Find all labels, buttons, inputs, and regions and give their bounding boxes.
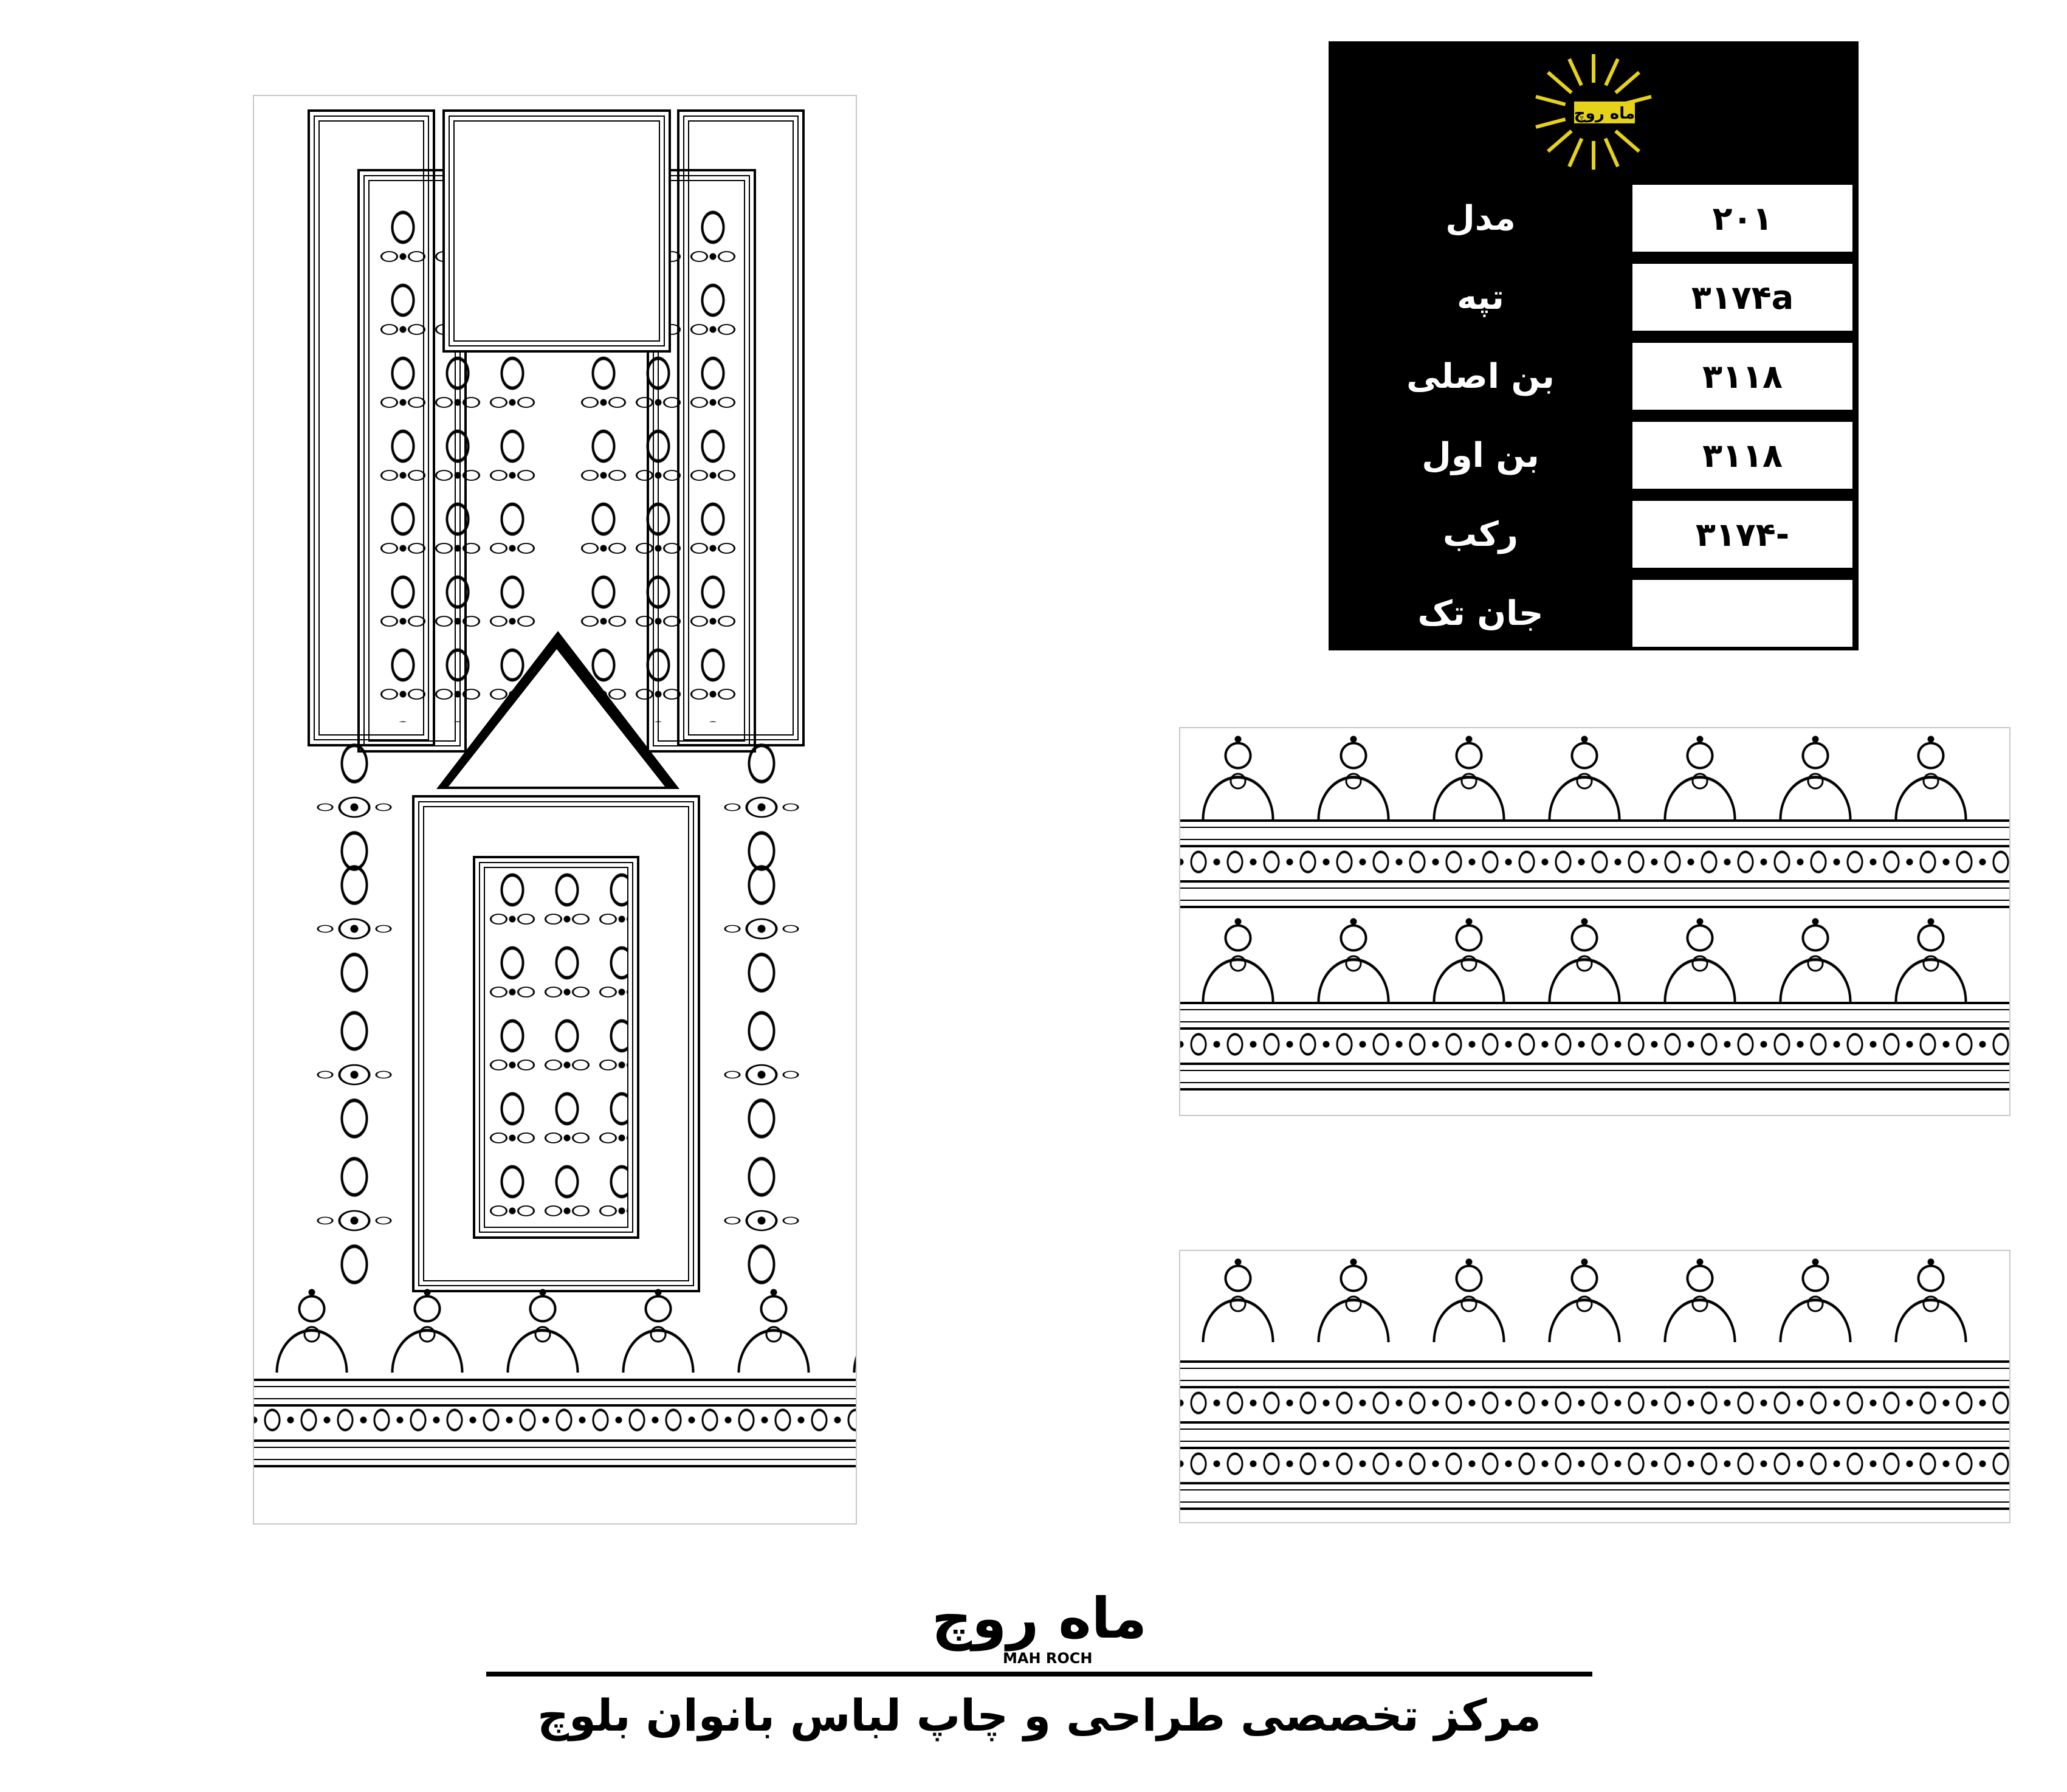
brand-logo-area <box>1331 44 1856 180</box>
side-motif-right-3 <box>716 1002 807 1148</box>
strip-scallop-1 <box>1180 728 2009 819</box>
garment-design-panel <box>253 95 857 1525</box>
footer-logo-latin: MAH ROCH <box>1003 1650 1093 1667</box>
sun-logo-icon <box>1521 48 1666 176</box>
strip-chain-3 <box>1180 1386 2009 1420</box>
side-motif-left-2 <box>309 856 400 1002</box>
strip-chain-2 <box>1180 1027 2009 1061</box>
spec-label: رکب <box>1442 514 1519 554</box>
spec-row-jantak <box>1335 576 1852 650</box>
spec-label: تپه <box>1457 277 1504 317</box>
spec-value <box>1632 580 1852 647</box>
chest-panel-fill <box>485 868 627 1227</box>
footer-tagline: مرکز تخصصی طراحی و چاپ لباس بانوان بلوچ <box>537 1690 1541 1741</box>
side-motif-left-4 <box>309 1148 400 1294</box>
spec-value: ۳۱۷۴a <box>1632 264 1852 331</box>
side-motif-left-3 <box>309 1002 400 1148</box>
spec-label: بن اصلی <box>1406 356 1555 396</box>
strip-line-band-1 <box>1180 819 2009 847</box>
svg-text:ماه روچ: ماه روچ <box>1573 105 1635 123</box>
strip-line-band-2 <box>1180 880 2009 908</box>
strip-line-band-3 <box>1180 1002 2009 1030</box>
strip-scallop-2 <box>1180 911 2009 1002</box>
strip-chain-4 <box>1180 1447 2009 1481</box>
hem-scallop-border <box>254 1281 856 1373</box>
side-motif-right-2 <box>716 856 807 1002</box>
border-strip-panel-1 <box>1179 727 2010 1116</box>
border-strip-panel-2 <box>1179 1250 2010 1523</box>
hem-chain-border <box>254 1403 856 1437</box>
footer-logo-text: ماه روچ <box>931 1586 1147 1651</box>
spec-row-sleeve <box>1335 497 1852 571</box>
spec-value: ۳۱۷۴- <box>1632 501 1852 568</box>
spec-row-first-hem <box>1335 418 1852 492</box>
spec-label: مدل <box>1445 198 1516 238</box>
spec-label: جان تک <box>1417 593 1544 633</box>
spec-value: ۳۱۱۸ <box>1632 343 1852 410</box>
chest-triangle-inner <box>449 649 665 787</box>
strip-chain-1 <box>1180 845 2009 879</box>
spec-value: ۳۱۱۸ <box>1632 422 1852 489</box>
strip-line-band-5 <box>1180 1360 2009 1388</box>
footer-brand-logo <box>918 1585 1161 1670</box>
strip-line-band-4 <box>1180 1063 2009 1091</box>
spec-row-model <box>1335 181 1852 255</box>
strip-scallop-3 <box>1180 1251 2009 1342</box>
spec-row-tape <box>1335 260 1852 334</box>
spec-label: بن اول <box>1422 435 1539 475</box>
side-motif-right-4 <box>716 1148 807 1294</box>
strip-line-band-7 <box>1180 1482 2009 1510</box>
strip-line-band-6 <box>1180 1421 2009 1449</box>
spec-row-main-hem <box>1335 339 1852 413</box>
spec-table <box>1329 41 1859 650</box>
neck-cutout <box>442 109 671 353</box>
footer-divider <box>486 1672 1592 1677</box>
hem-line-band-2 <box>254 1439 856 1467</box>
spec-value: ۲۰۱ <box>1632 185 1852 252</box>
